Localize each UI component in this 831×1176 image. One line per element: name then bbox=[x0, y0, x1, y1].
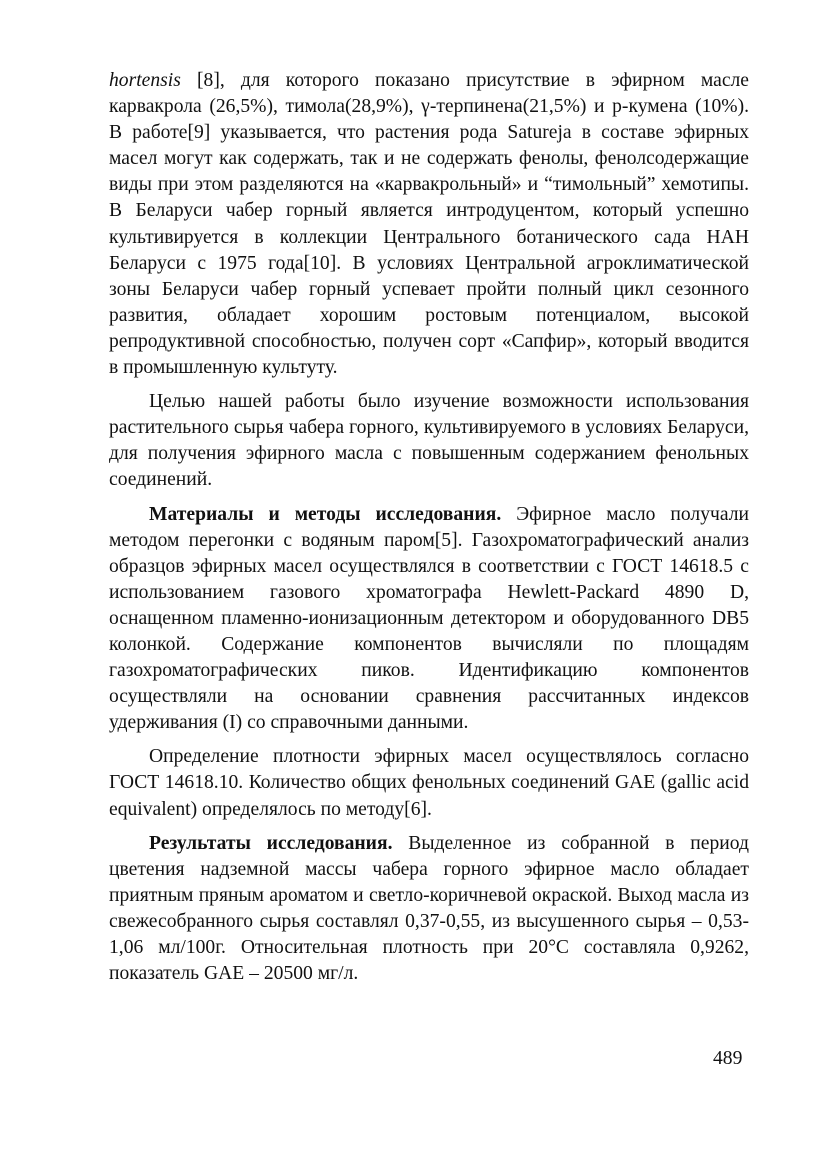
species-name-italic: hortensis bbox=[109, 70, 181, 91]
paragraph-density bbox=[109, 744, 749, 822]
paragraph-methods bbox=[109, 502, 749, 737]
section-heading-results: Результаты исследования. bbox=[149, 832, 393, 854]
page-body bbox=[109, 68, 749, 995]
paragraph-aim bbox=[109, 389, 749, 493]
paragraph-text: Эфирное масло получали методом перегонки с водяным паром[5]. Газохроматографический анализ образцов эфирных масел осуществлялся в соответствии с ГОСТ 14618.5 с использованием газового хроматографа Hewlett-Packard 4890 D, оснащенном пламенно-ионизационным детектором и оборудованного DB5 колонкой. Содержание компонентов вычисляли по площадям газохроматографических пиков. Идентификацию компонентов осуществляли на основании сравнения рассчитанных индексов удерживания (I) со справочными данными. bbox=[109, 503, 749, 734]
paragraph-results bbox=[109, 831, 749, 988]
section-heading-methods: Материалы и методы исследования. bbox=[149, 503, 502, 525]
paragraph-text: Определение плотности эфирных масел осуществлялось согласно ГОСТ 14618.10. Количество общих фенольных соединений GAE (gallic acid equivalent) определялось по методу[6]. bbox=[109, 746, 749, 820]
page-number: 489 bbox=[713, 1048, 743, 1069]
paragraph-text: [8], для которого показано присутствие в эфирном масле карвакрола (26,5%), тимола(28,9%), γ-терпинена(21,5%) и р-кумена (10%). В работе[9] указывается, что растения рода Satureja в составе эфирных масел могут как содержать, так и не содержать фенолы, фенолсодержащие виды при этом разделяются на «карвакрольный» и “тимольный” хемотипы. В Беларуси чабер горный является интродуцентом, который успешно культивируется в коллекции Центрального ботанического сада НАН Беларуси с 1975 года[10]. В условиях Центральной агроклиматической зоны Беларуси чабер горный успевает пройти полный цикл сезонного развития, обладает хорошим ростовым потенциалом, высокой репродуктивной способностью, получен сорт «Сапфир», который вводится в промышленную культуту. bbox=[109, 70, 749, 379]
paragraph-text: Выделенное из собранной в период цветения надземной массы чабера горного эфирное масло обладает приятным пряным ароматом и светло-коричневой окраской. Выход масла из свежесобранного сырья составлял 0,37-0,55, из высушенного сырья – 0,53-1,06 мл/100г. Относительная плотность при 20°С составляла 0,9262, показатель GAE – 20500 мг/л. bbox=[109, 832, 749, 985]
paragraph-text: Целью нашей работы было изучение возможности использования растительного сырья чабера горного, культивируемого в условиях Беларуси, для получения эфирного масла с повышенным содержанием фенольных соединений. bbox=[109, 391, 749, 491]
paragraph-intro-continued bbox=[109, 68, 749, 381]
